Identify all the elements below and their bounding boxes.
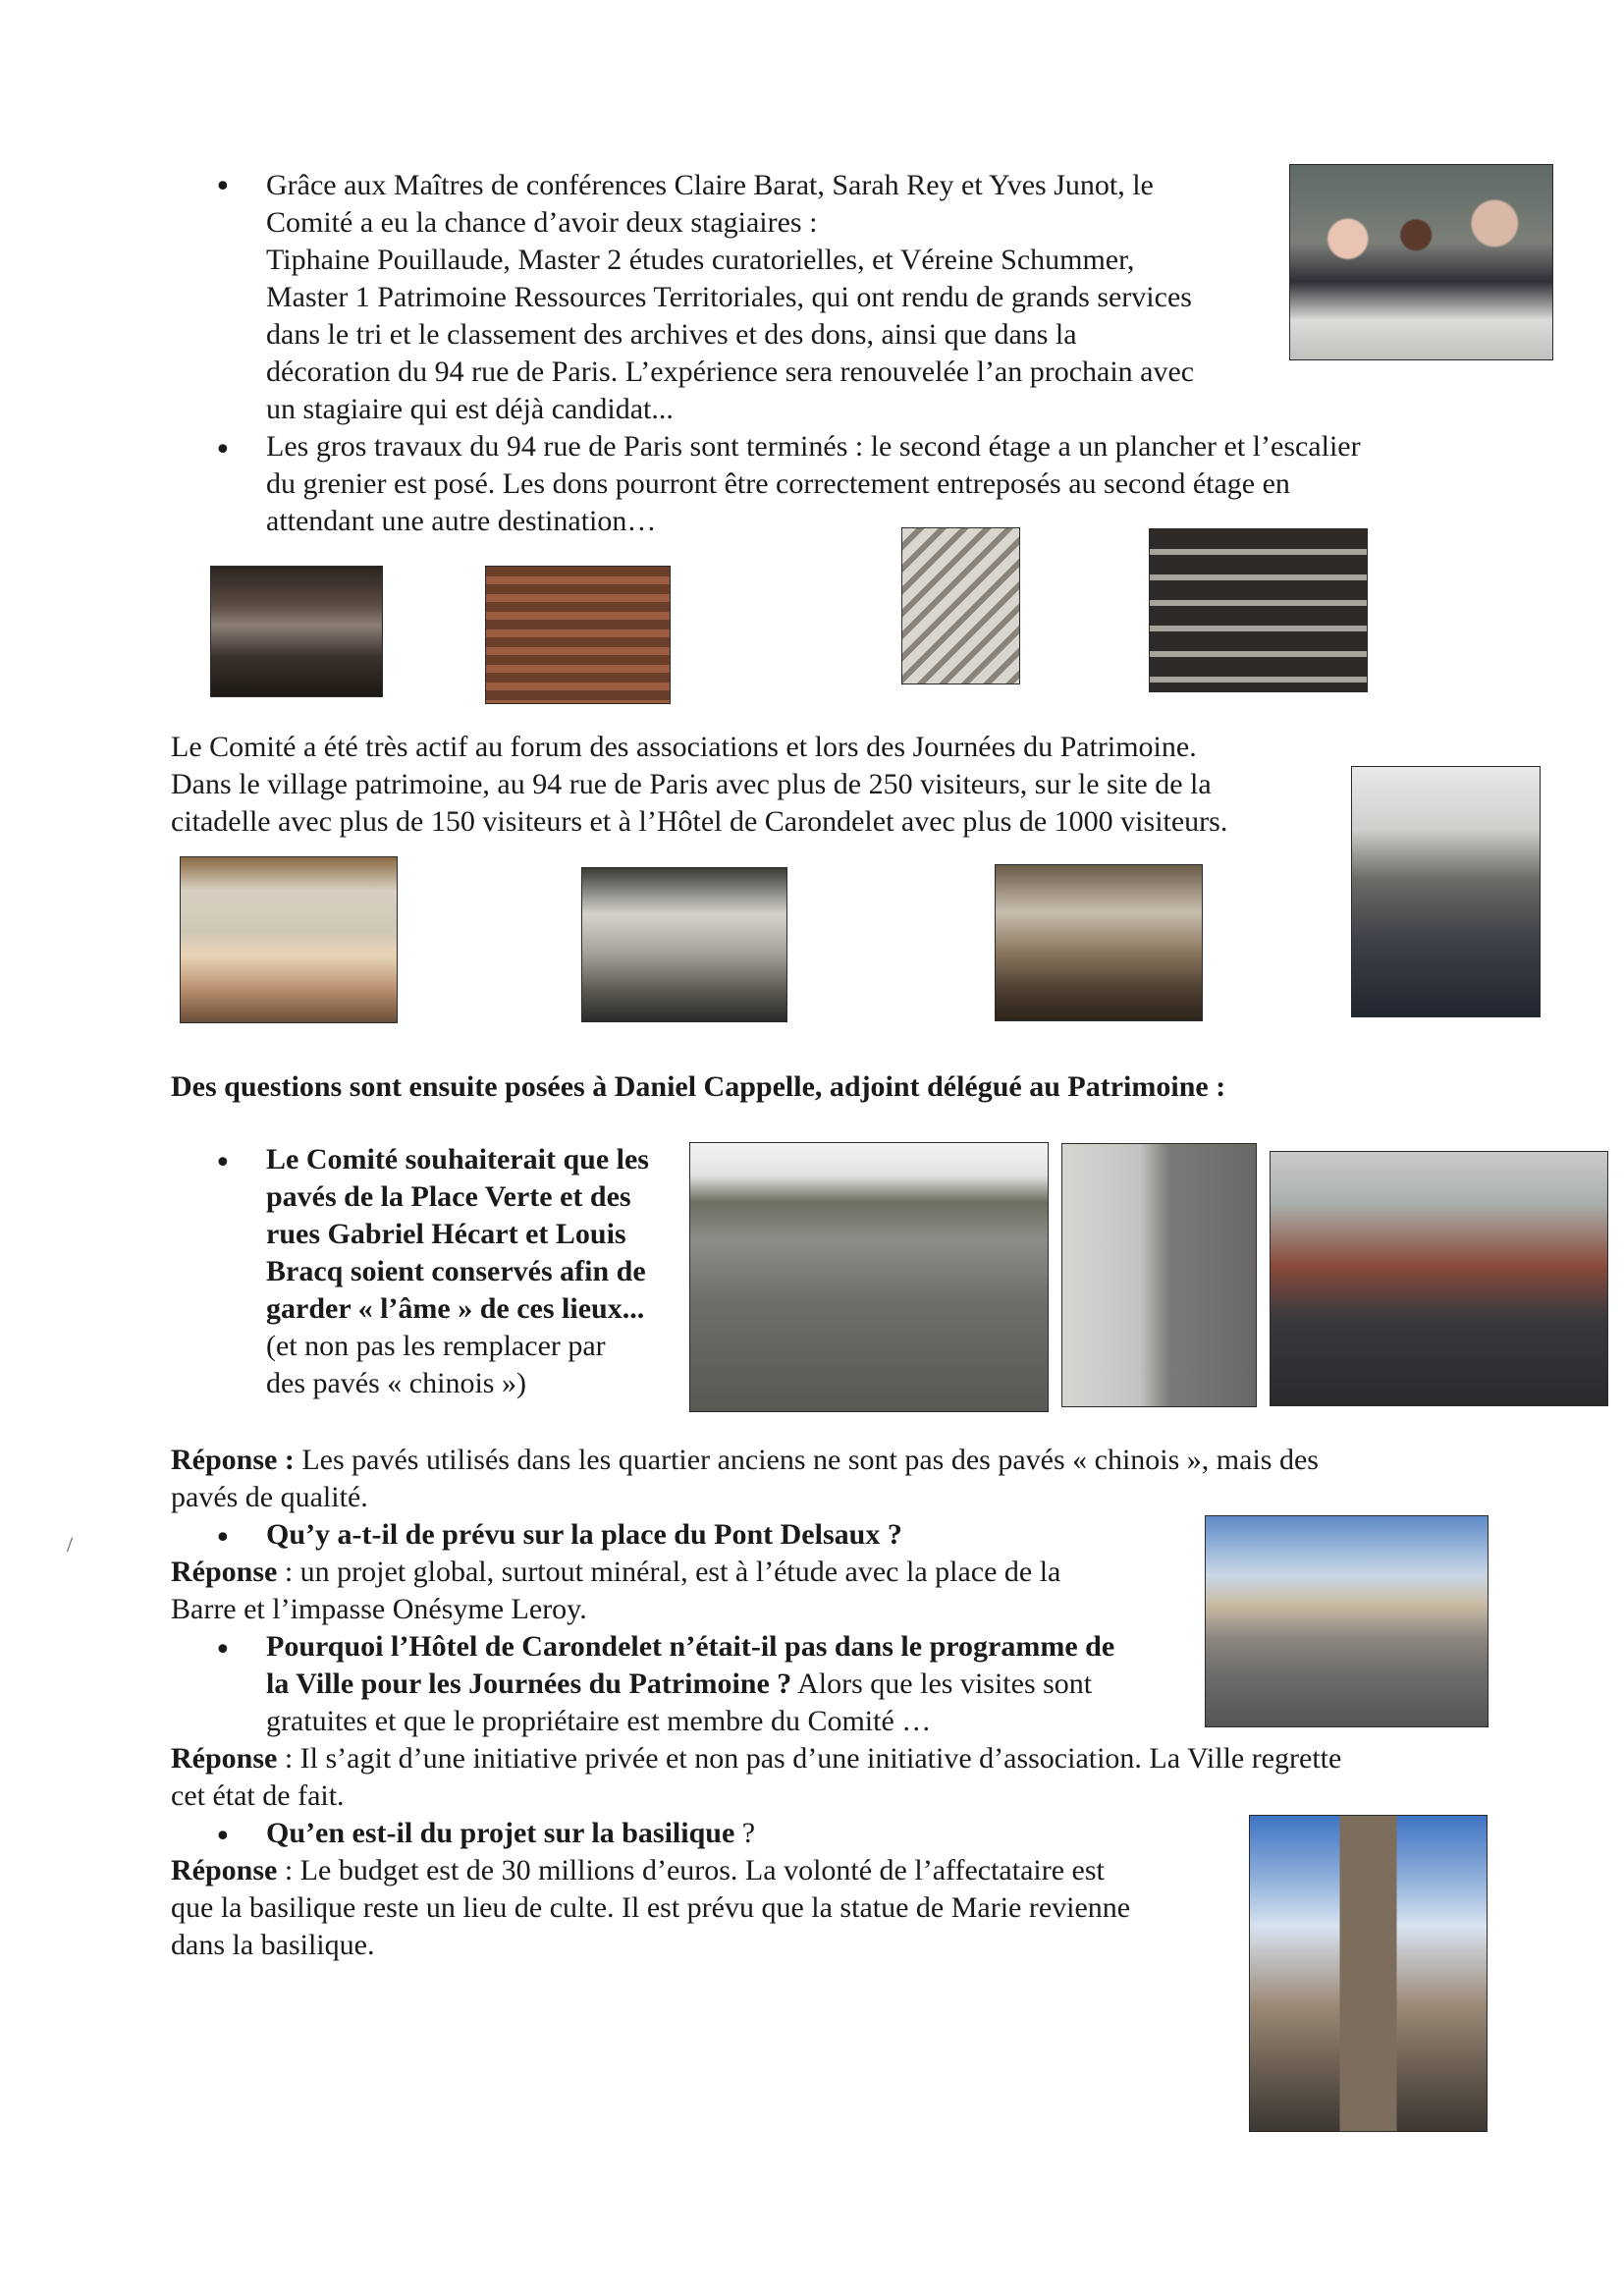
- question-line: garder « l’âme » de ces lieux...: [266, 1292, 645, 1325]
- answer-line: pavés de qualité.: [171, 1481, 368, 1513]
- attic-staircase-photo: [901, 527, 1020, 684]
- answer-text: : Il s’agit d’une initiative privée et non pas d’une initiative d’association. La Ville regrette: [277, 1742, 1342, 1775]
- bullet-marker: •: [214, 1146, 232, 1180]
- cobblestone-square-photo: [689, 1142, 1049, 1412]
- scan-mark: /: [67, 1532, 74, 1557]
- paragraph-line: un stagiaire qui est déjà candidat...: [266, 393, 674, 425]
- bullet-marker: •: [214, 170, 232, 204]
- answer-label: Réponse :: [171, 1444, 295, 1476]
- cobbled-lane-photo: [1061, 1143, 1257, 1407]
- question-line: Le Comité souhaiterait que les: [266, 1143, 649, 1175]
- answer-label: Réponse: [171, 1742, 278, 1775]
- question-text: Alors que les visites sont: [791, 1667, 1093, 1700]
- pont-delsaux-square-photo: [1205, 1515, 1489, 1727]
- storage-shelves-photo: [1149, 528, 1368, 692]
- question-line: (et non pas les remplacer par: [266, 1330, 606, 1362]
- question-line: [266, 1815, 755, 1852]
- paragraph-line: du grenier est posé. Les dons pourront être correctement entreposés au second étage en: [266, 467, 1290, 500]
- forum-stand-photo: [180, 856, 398, 1023]
- question-bold: la Ville pour les Journées du Patrimoine ?: [266, 1667, 792, 1700]
- answer-text: Les pavés utilisés dans les quartier anciens ne sont pas des pavés « chinois », mais des: [294, 1444, 1319, 1476]
- bullet-marker: •: [214, 1820, 232, 1854]
- question-line: Pourquoi l’Hôtel de Carondelet n’était-il pas dans le programme de: [266, 1630, 1115, 1663]
- paragraph-line: Master 1 Patrimoine Ressources Territoriales, qui ont rendu de grands services: [266, 281, 1192, 313]
- answer-text: : un projet global, surtout minéral, est à l’étude avec la place de la: [277, 1556, 1061, 1588]
- street-crowd-photo: [1351, 766, 1541, 1017]
- answer-label: Réponse: [171, 1556, 278, 1588]
- answer-line: Barre et l’impasse Onésyme Leroy.: [171, 1593, 587, 1625]
- attic-work-photo: [210, 566, 383, 697]
- answer-line: [171, 1442, 1319, 1479]
- basilica-photo: [1249, 1815, 1488, 2132]
- answer-label: Réponse: [171, 1854, 278, 1886]
- answer-line: [171, 1852, 1105, 1889]
- exhibition-room-photo: [581, 867, 787, 1022]
- interns-photo: [1289, 164, 1553, 360]
- answer-line: [171, 1740, 1341, 1777]
- paragraph-line: décoration du 94 rue de Paris. L’expérience sera renouvelée l’an prochain avec: [266, 355, 1195, 388]
- bullet-marker: •: [214, 1521, 232, 1556]
- question-line: Qu’y a-t-il de prévu sur la place du Pont Delsaux ?: [266, 1518, 902, 1551]
- question-line: [266, 1666, 1092, 1703]
- question-line: gratuites et que le propriétaire est membre du Comité …: [266, 1705, 932, 1737]
- answer-line: dans la basilique.: [171, 1929, 375, 1961]
- question-line: rues Gabriel Hécart et Louis: [266, 1218, 626, 1250]
- paragraph-line: Comité a eu la chance d’avoir deux stagiaires :: [266, 206, 818, 239]
- bullet-marker: •: [214, 1633, 232, 1667]
- paragraph-line: dans le tri et le classement des archives et des dons, ainsi que dans la: [266, 318, 1077, 351]
- question-text: ?: [734, 1817, 756, 1849]
- conference-audience-photo: [1270, 1151, 1608, 1406]
- floor-beams-photo: [485, 566, 671, 704]
- question-line: des pavés « chinois »): [266, 1367, 526, 1399]
- answer-text: : Le budget est de 30 millions d’euros. La volonté de l’affectataire est: [277, 1854, 1105, 1886]
- answer-line: que la basilique reste un lieu de culte. Il est prévu que la statue de Marie revienne: [171, 1891, 1131, 1924]
- paragraph-line: Grâce aux Maîtres de conférences Claire Barat, Sarah Rey et Yves Junot, le: [266, 169, 1154, 201]
- paragraph-line: attendant une autre destination…: [266, 505, 657, 537]
- paragraph-line: Les gros travaux du 94 rue de Paris sont terminés : le second étage a un plancher et l’escalier: [266, 430, 1361, 463]
- bullet-marker: •: [214, 433, 232, 467]
- paragraph-line: citadelle avec plus de 150 visiteurs et à l’Hôtel de Carondelet avec plus de 1000 visiteurs.: [171, 805, 1228, 838]
- paragraph-line: Tiphaine Pouillaude, Master 2 études curatorielles, et Véreine Schummer,: [266, 244, 1135, 276]
- visitors-room-photo: [995, 864, 1203, 1021]
- paragraph-line: Le Comité a été très actif au forum des associations et lors des Journées du Patrimoine.: [171, 731, 1197, 763]
- question-bold: Qu’en est-il du projet sur la basilique: [266, 1817, 735, 1849]
- questions-heading: Des questions sont ensuite posées à Daniel Cappelle, adjoint délégué au Patrimoine :: [171, 1070, 1226, 1103]
- paragraph-line: Dans le village patrimoine, au 94 rue de Paris avec plus de 250 visiteurs, sur le site de la: [171, 768, 1212, 800]
- question-line: pavés de la Place Verte et des: [266, 1180, 631, 1213]
- question-line: Bracq soient conservés afin de: [266, 1255, 646, 1287]
- answer-line: cet état de fait.: [171, 1779, 345, 1812]
- answer-line: [171, 1554, 1060, 1591]
